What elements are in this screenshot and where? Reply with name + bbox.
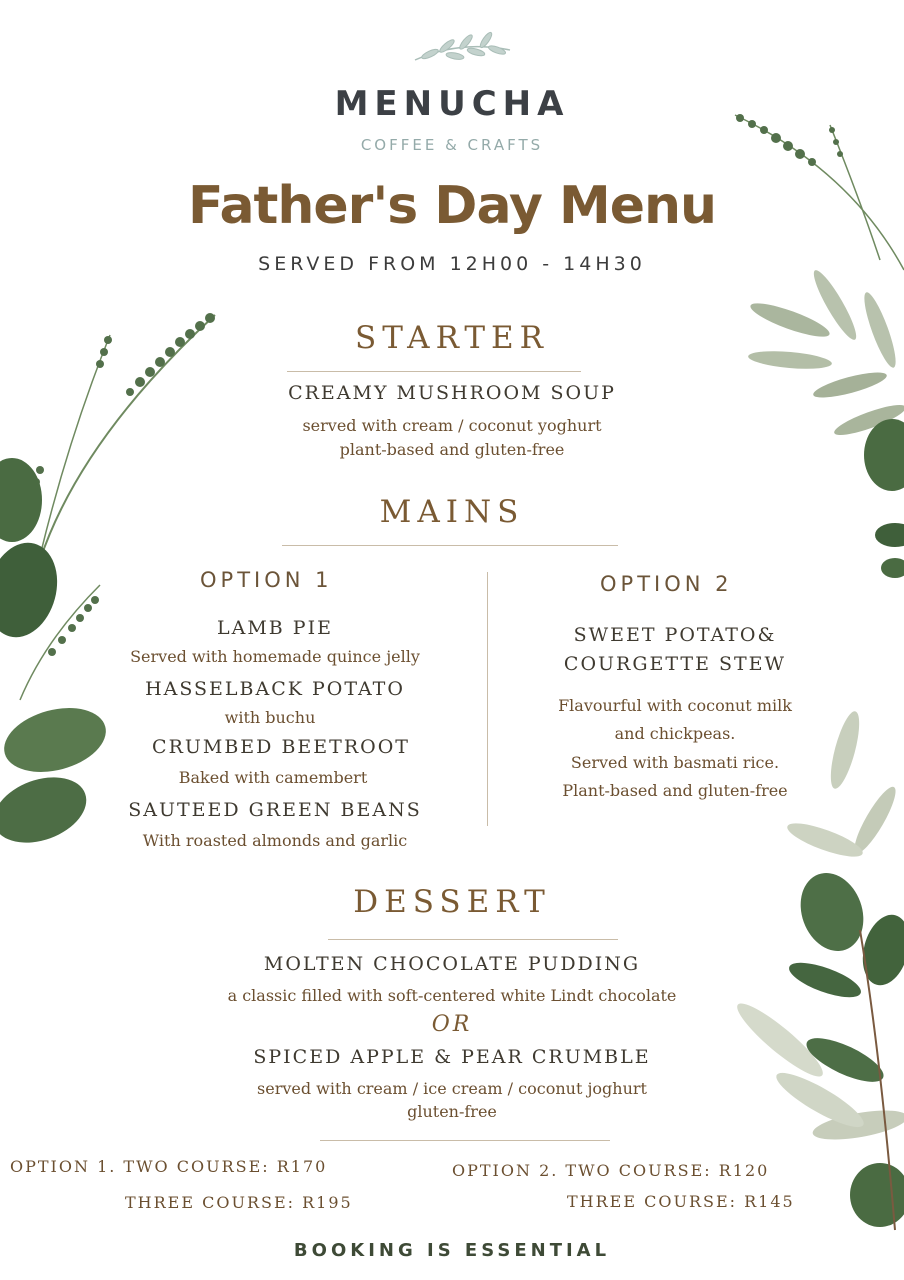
price-option-2-three-course: THREE COURSE: R145 [567, 1192, 795, 1211]
pricing-divider [320, 1140, 610, 1141]
dessert-desc-2b: gluten-free [407, 1102, 497, 1121]
mains-option-1-desc: Baked with camembert [178, 768, 368, 787]
price-option-2-two-course: OPTION 2. TWO COURSE: R120 [452, 1161, 770, 1180]
mains-option-1-item: CRUMBED BEETROOT [152, 736, 410, 758]
dessert-heading: DESSERT [353, 884, 551, 920]
starter-desc-1: served with cream / coconut yoghurt [302, 416, 602, 435]
dessert-item-2: SPICED APPLE & PEAR CRUMBLE [253, 1046, 651, 1068]
mains-option-2-desc: Flavourful with coconut milk [558, 696, 792, 715]
mains-option-1-item: LAMB PIE [217, 617, 333, 639]
mains-option-1-item: HASSELBACK POTATO [145, 678, 405, 700]
mains-divider [282, 545, 618, 546]
mains-option-2-desc: Plant-based and gluten-free [562, 781, 788, 800]
price-option-1-three-course: THREE COURSE: R195 [125, 1193, 353, 1212]
mains-option-2-item-line-2: COURGETTE STEW [563, 653, 787, 675]
starter-heading: STARTER [354, 320, 550, 356]
logo-sprig-icon [415, 31, 510, 61]
mains-option-2-desc: Served with basmati rice. [570, 753, 780, 772]
mains-heading: MAINS [379, 494, 525, 530]
booking-notice: BOOKING IS ESSENTIAL [293, 1240, 611, 1261]
dessert-desc-1: a classic filled with soft-centered white Lindt chocolate [227, 986, 677, 1005]
starter-item: CREAMY MUSHROOM SOUP [288, 382, 616, 404]
price-option-1-two-course: OPTION 1. TWO COURSE: R170 [10, 1157, 328, 1176]
dessert-desc-2a: served with cream / ice cream / coconut joghurt [257, 1079, 647, 1098]
served-times: SERVED FROM 12H00 - 14H30 [258, 253, 646, 275]
mains-column-divider [487, 572, 488, 826]
dessert-or: OR [431, 1012, 473, 1037]
starter-divider [287, 371, 581, 372]
dessert-item-1: MOLTEN CHOCOLATE PUDDING [263, 953, 641, 975]
mains-option-2-desc: and chickpeas. [614, 724, 736, 743]
brand-tagline: COFFEE & CRAFTS [360, 136, 544, 154]
mains-option-1-desc: Served with homemade quince jelly [130, 647, 420, 666]
mains-option-1-desc: With roasted almonds and garlic [142, 831, 408, 850]
mains-option-1-label: OPTION 1 [200, 568, 333, 592]
mains-option-2-label: OPTION 2 [600, 572, 733, 596]
page-title: Father's Day Menu [187, 176, 717, 236]
dessert-divider [328, 939, 618, 940]
brand-name: MENUCHA [334, 84, 570, 124]
mains-option-1-desc: with buchu [224, 708, 316, 727]
mains-option-2-item-line-1: SWEET POTATO& [573, 624, 777, 646]
mains-option-1-item: SAUTEED GREEN BEANS [128, 799, 422, 821]
starter-desc-2: plant-based and gluten-free [339, 440, 565, 459]
